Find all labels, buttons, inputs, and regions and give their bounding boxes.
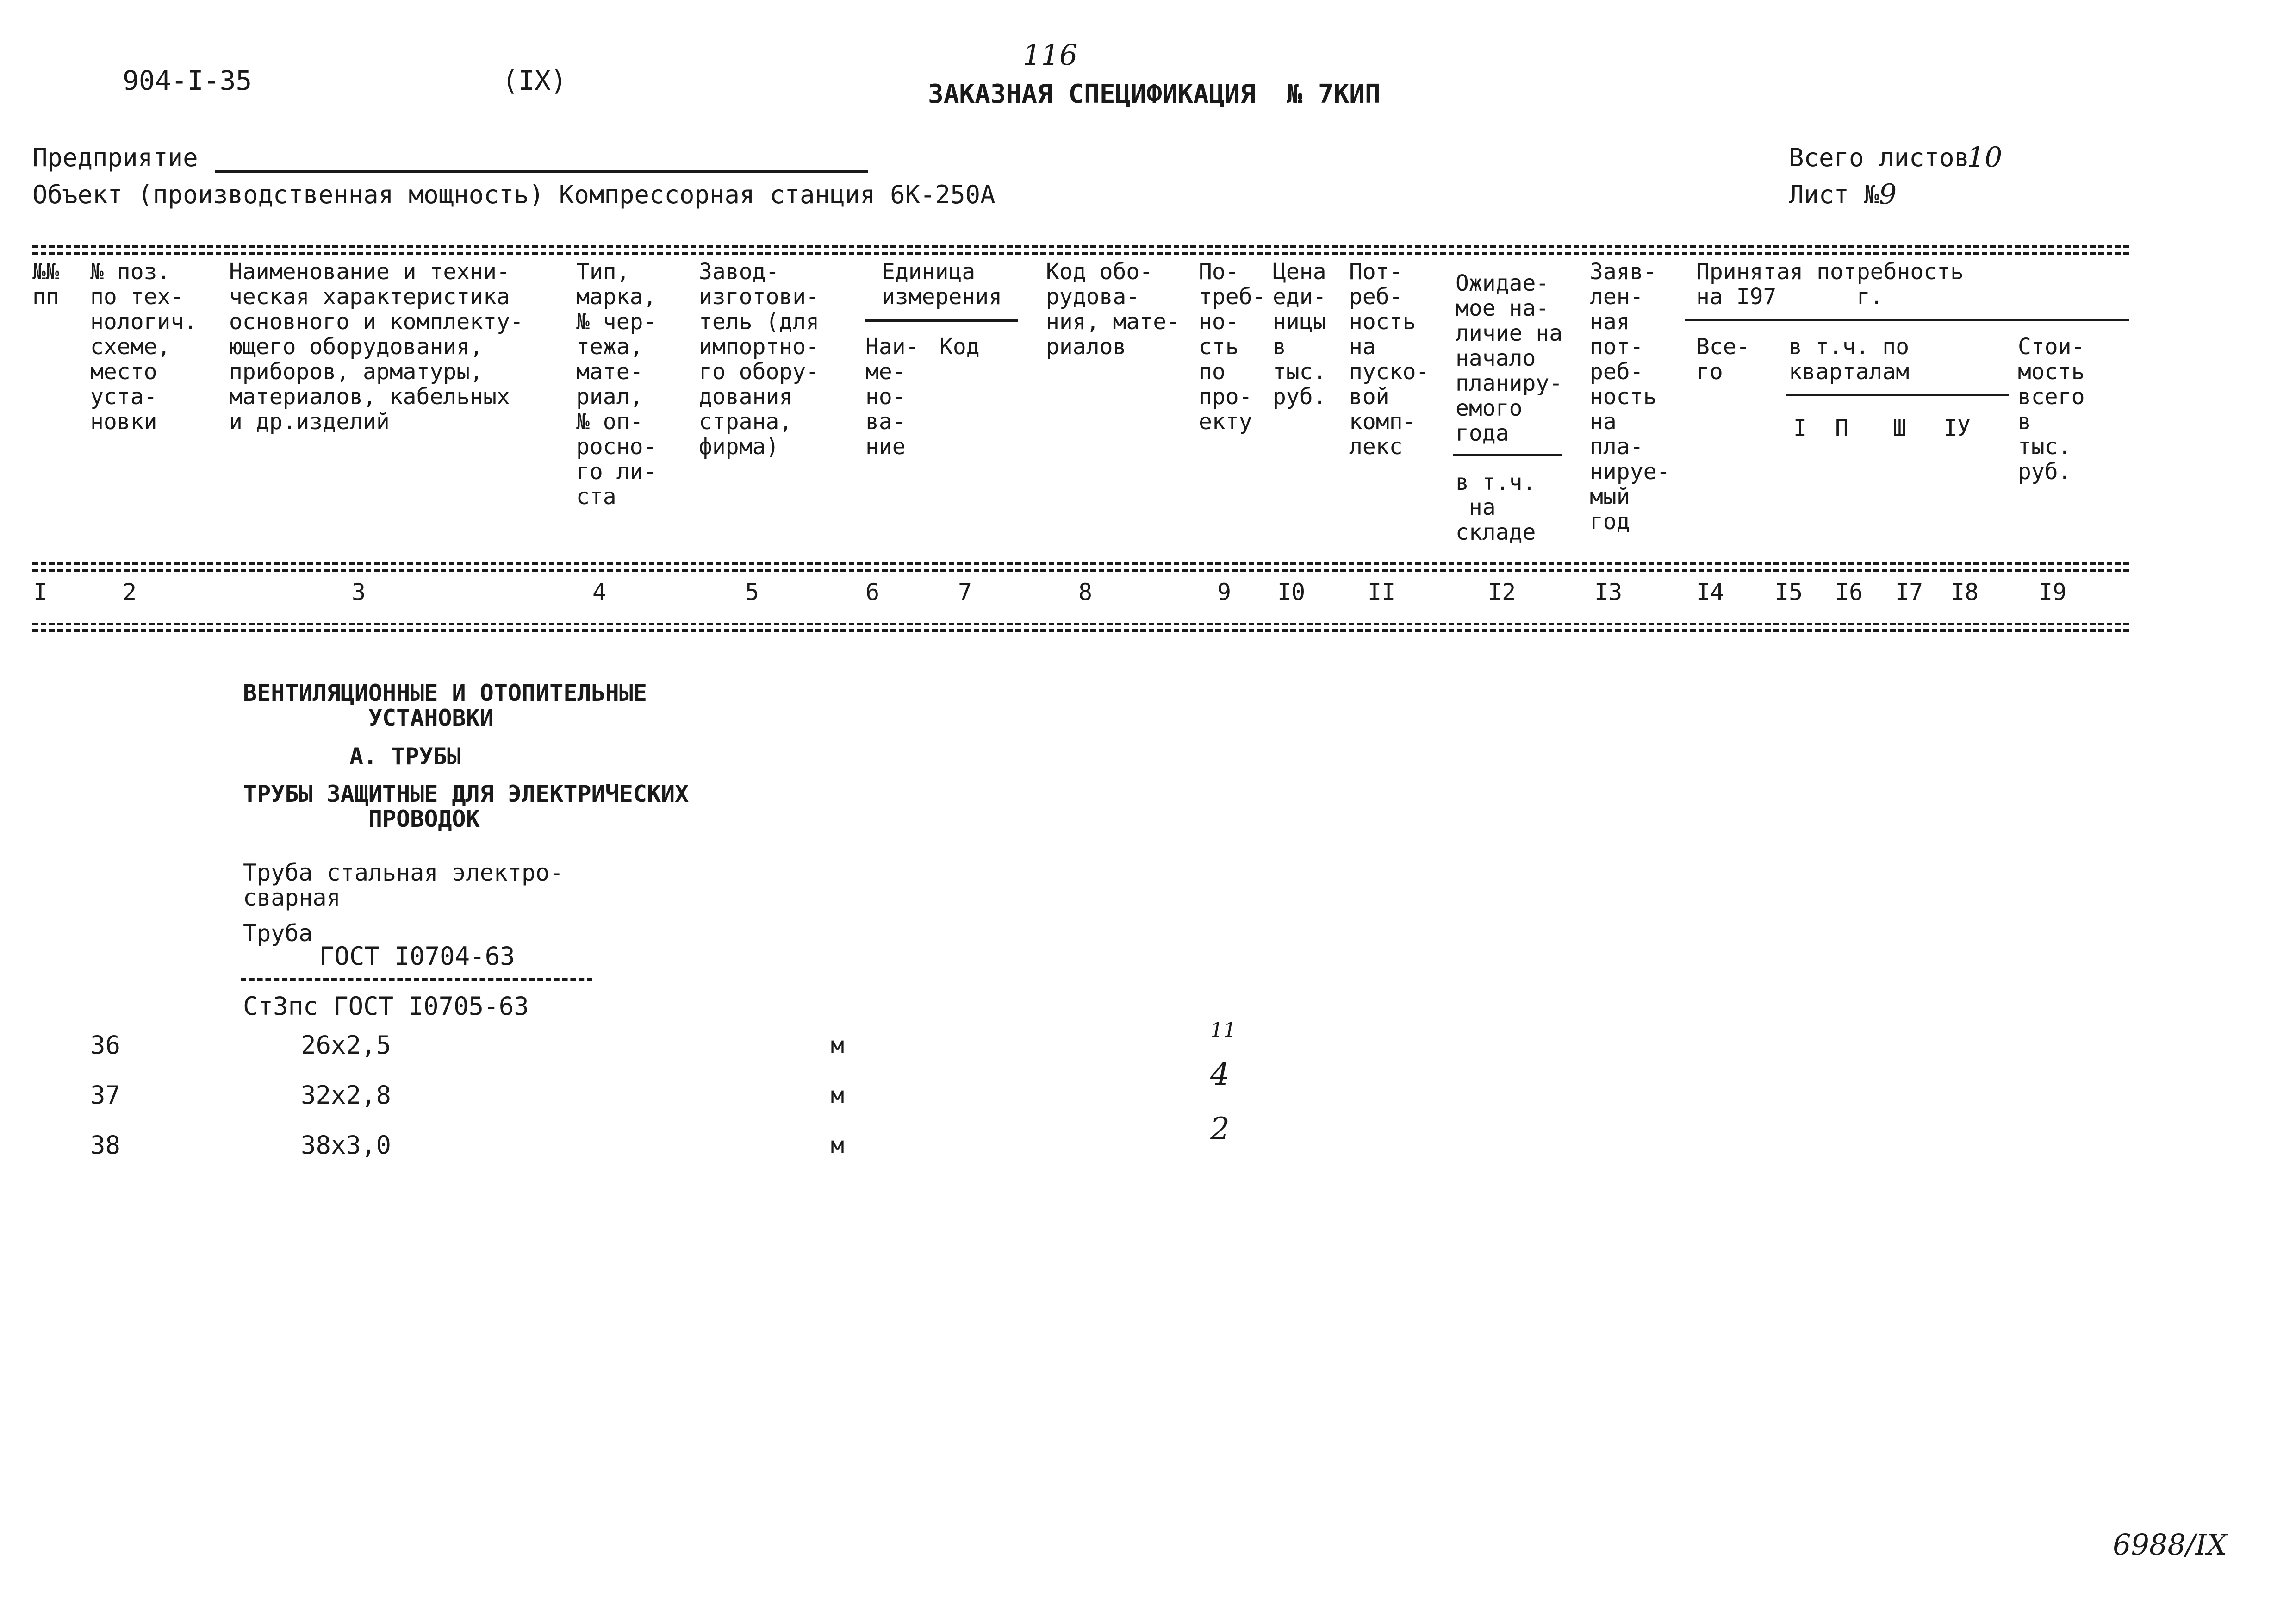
pipe-label: Труба xyxy=(243,920,313,947)
section-heading: ТРУБЫ ЗАЩИТНЫЕ ДЛЯ ЭЛЕКТРИЧЕСКИХ ПРОВОДОК xyxy=(243,781,689,832)
col-3-header: Наименование и техни- ческая характеристика основного и комплекту- ющего оборудования, приборов, арматуры, материалов, кабельных и др.изделий xyxy=(229,259,523,435)
spec-title: ЗАКАЗНАЯ СПЕЦИФИКАЦИЯ № 7КИП xyxy=(928,79,1381,109)
unit-group-header: Единица измерения xyxy=(882,259,1002,310)
section-heading: ВЕНТИЛЯЦИОННЫЕ И ОТОПИТЕЛЬНЫЕ УСТАНОВКИ xyxy=(243,680,647,731)
steel-grade: Ст3пс ГОСТ I0705-63 xyxy=(243,992,529,1021)
col-9-header: По- треб- но- сть по про- екту xyxy=(1199,259,1266,435)
col-num: 4 xyxy=(592,579,607,606)
col-num: I0 xyxy=(1277,579,1306,606)
warehouse-header: в т.ч. на складе xyxy=(1456,469,1536,545)
table-row-name: 38х3,0 xyxy=(301,1131,392,1160)
table-row-pos: 37 xyxy=(90,1081,121,1110)
pipe-gost: ГОСТ I0704-63 xyxy=(319,942,515,971)
table-top-line-2 xyxy=(32,252,2129,255)
quarters-header: в т.ч. по кварталам xyxy=(1789,334,1910,385)
col-num: I2 xyxy=(1488,579,1516,606)
col-11-header: Пот- реб- ность на пуско- вой комп- лекс xyxy=(1349,259,1430,460)
table-row-qty: 4 xyxy=(1210,1056,1230,1092)
col-19-header: Стои- мость всего в тыс. руб. xyxy=(2018,334,2085,485)
numbers-top-line xyxy=(32,562,2129,565)
col-num: 3 xyxy=(352,579,366,606)
table-row-name: 32х2,8 xyxy=(301,1081,392,1110)
col-num: I9 xyxy=(2039,579,2067,606)
unit-group-underline xyxy=(865,319,1018,322)
total-sheets-label: Всего листов xyxy=(1789,143,1970,172)
table-row-pos: 38 xyxy=(90,1131,121,1160)
table-row-name: 26х2,5 xyxy=(301,1031,392,1060)
col-num: I5 xyxy=(1775,579,1803,606)
item-name: Труба стальная электро- сварная xyxy=(243,859,564,911)
enterprise-label: Предприятие xyxy=(32,143,198,172)
col-15-header: I xyxy=(1793,415,1807,441)
table-row-unit: м xyxy=(831,1082,844,1108)
col-18-header: IУ xyxy=(1944,415,1971,441)
numbers-bottom-line-2 xyxy=(32,629,2129,632)
total-sheets-value: 10 xyxy=(1967,141,2003,174)
col-12-header: Ожидае- мое на- личие на начало планиру- емого года xyxy=(1456,270,1563,446)
quarters-underline xyxy=(1786,394,2009,396)
col-num: I7 xyxy=(1895,579,1923,606)
col-6-header: Наи- ме- но- ва- ние xyxy=(865,334,919,460)
table-row-pos: 36 xyxy=(90,1031,121,1060)
col-num: I8 xyxy=(1951,579,1979,606)
col-num: 5 xyxy=(745,579,759,606)
table-row-unit: м xyxy=(831,1032,844,1058)
enterprise-underline xyxy=(215,170,868,173)
object-label: Объект (производственная мощность) Компрессорная станция 6К-250А xyxy=(32,180,996,209)
col-8-header: Код обо- рудова- ния, мате- риалов xyxy=(1046,259,1180,360)
table-row-qty: 11 xyxy=(1210,1018,1236,1042)
doc-code: 904-I-35 xyxy=(123,65,252,96)
col-17-header: Ш xyxy=(1893,415,1906,441)
page-number: 116 xyxy=(1023,38,1078,72)
col-12-divider xyxy=(1453,454,1562,456)
table-top-line xyxy=(32,245,2129,248)
footer-note: 6988/IX xyxy=(2113,1528,2228,1562)
col-5-header: Завод- изготови- тель (для импортно- го обору- дования страна, фирма) xyxy=(699,259,820,460)
accepted-underline xyxy=(1685,319,2129,321)
col-4-header: Тип, марка, № чер- тежа, мате- риал, № оп- росно- го ли- ста xyxy=(576,259,657,510)
col-num: 6 xyxy=(865,579,880,606)
gost-underline xyxy=(241,978,592,981)
sheet-value: 9 xyxy=(1879,178,1897,211)
table-row-unit: м xyxy=(831,1132,844,1158)
accepted-group-header: Принятая потребность на I97 г. xyxy=(1696,259,1964,310)
col-num: I4 xyxy=(1696,579,1724,606)
col-num: I xyxy=(33,579,48,606)
col-num: 8 xyxy=(1078,579,1093,606)
numbers-top-line-2 xyxy=(32,569,2129,572)
col-13-header: Заяв- лен- ная пот- реб- ность на пла- нируе- мый год xyxy=(1590,259,1670,535)
col-num: II xyxy=(1368,579,1396,606)
col-num: 2 xyxy=(123,579,137,606)
section-subheading: А. ТРУБЫ xyxy=(349,743,461,770)
col-num: I3 xyxy=(1594,579,1623,606)
col-num: 7 xyxy=(958,579,972,606)
volume-label: (IX) xyxy=(502,65,567,96)
col-10-header: Цена еди- ницы в тыс. руб. xyxy=(1273,259,1326,410)
col-2-header: № поз. по тех- нологич. схеме, место уста- новки xyxy=(90,259,198,435)
numbers-bottom-line xyxy=(32,623,2129,625)
col-num: 9 xyxy=(1217,579,1232,606)
col-1-header: №№ пп xyxy=(32,259,59,310)
table-row-qty: 2 xyxy=(1210,1111,1230,1147)
col-14-header: Все- го xyxy=(1696,334,1750,385)
col-16-header: П xyxy=(1835,415,1848,441)
col-num: I6 xyxy=(1835,579,1863,606)
sheet-label: Лист № xyxy=(1789,180,1879,209)
col-7-header: Код xyxy=(940,334,980,360)
